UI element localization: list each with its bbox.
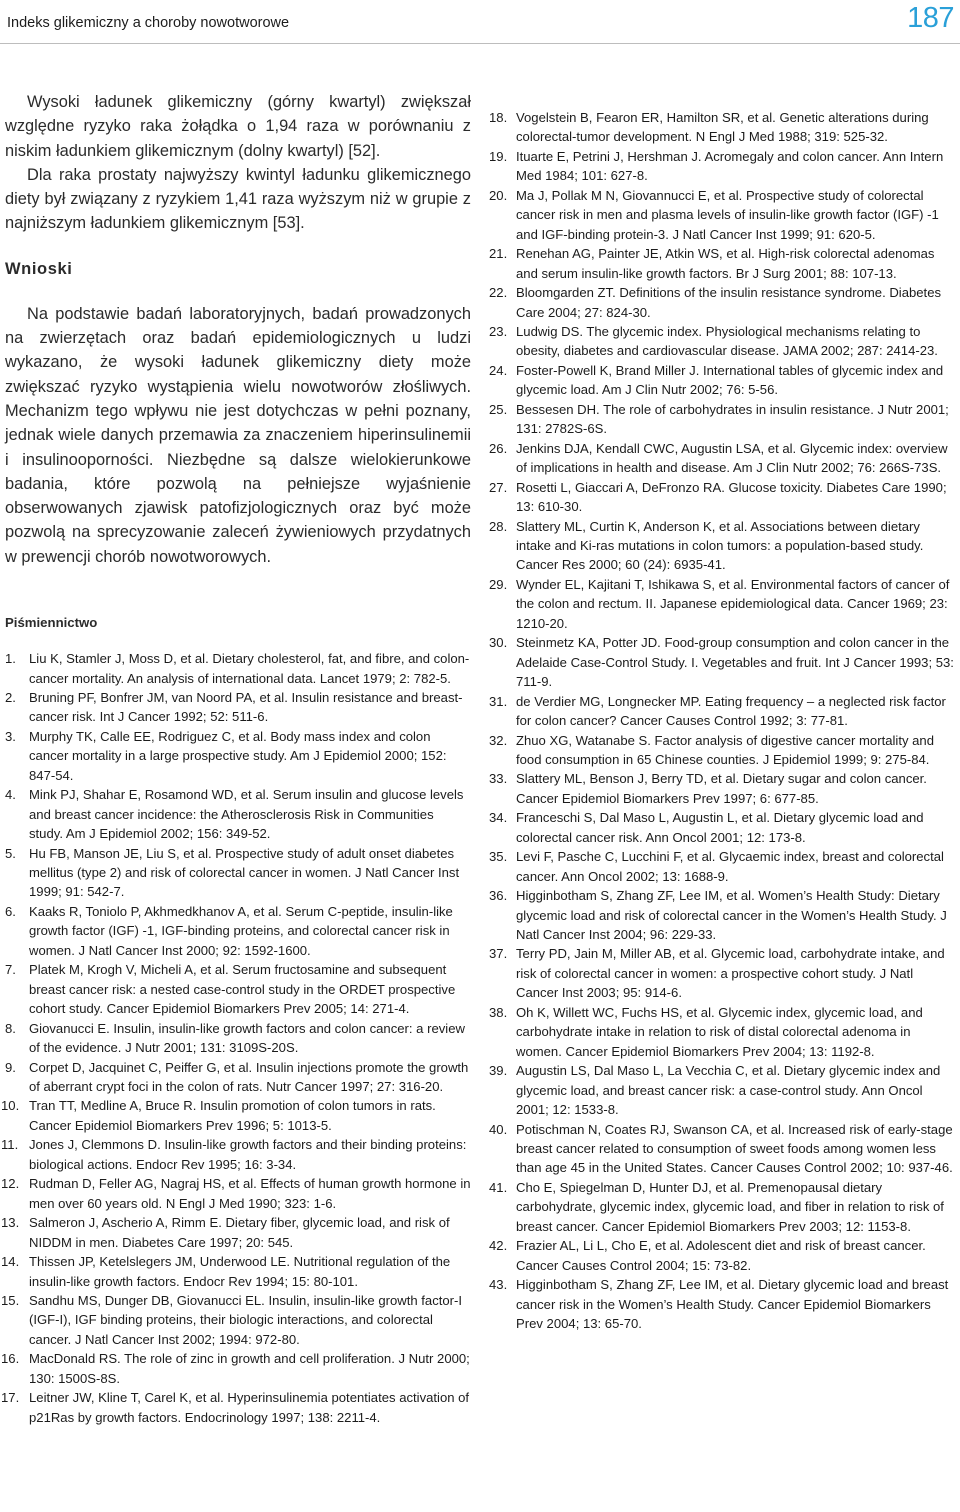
reference-item [489,944,954,1002]
reference-text: Bloomgarden ZT. Definitions of the insulin resistance syndrome. Diabetes Care 2004; 27: 824-30. [516,285,942,320]
reference-text: Bruning PF, Bonfrer JM, van Noord PA, et al. Insulin resistance and breast-cancer risk. Int J Cancer 1992; 52: 511-6. [29,689,463,725]
reference-item [489,1061,954,1119]
reference-text: Jones J, Clemmons D. Insulin-like growth factors and their binding proteins: biological actions. Endocr Rev 1995; 16: 3-34. [29,1137,467,1172]
reference-item [5,1058,471,1097]
reference-text: Ma J, Pollak M N, Giovannucci E, et al. Prospective study of colorectal cancer risk in men and plasma levels of insulin-like growth factor (IGF) -1 and IGF-binding protein-3. J Natl Cancer Inst 1999; 91: 620-5. [516,187,939,242]
reference-text: Steinmetz KA, Potter JD. Food-group consumption and colon cancer in the Adelaide Case-Control Study. I. Vegetables and fruit. Int J Cancer 1993; 53: 711-9. [516,635,954,690]
reference-item [5,688,471,727]
reference-item [1,1349,471,1388]
reference-text: Terry PD, Jain M, Miller AB, et al. Glycemic load, carbohydrate intake, and risk of colorectal cancer in women: a prospective cohort study. J Natl Cancer Inst 2003; 95: 914-6. [516,946,945,1001]
references-heading: Piśmiennictwo [5,615,98,631]
reference-item [489,439,954,478]
reference-text: Slattery ML, Curtin K, Anderson K, et al. Associations between dietary intake and Ki-ras mutations in colon tumors: a population-based study. Cancer Res 2000; 60 (24): 6935-41. [516,518,924,573]
reference-text: Rudman D, Feller AG, Nagraj HS, et al. Effects of human growth hormone in men over 60 years old. N Engl J Med 1990; 323: 1-6. [29,1176,471,1211]
reference-number: 9. [5,1059,16,1075]
reference-number: 18. [489,110,508,125]
reference-item [5,1019,471,1058]
reference-number: 5. [5,845,16,861]
reference-text: Corpet D, Jacquinet C, Peiffer G, et al. Insulin injections promote the growth of aberrant crypt foci in the colon of rats. Nutr Cancer 1997; 27: 316-20. [29,1059,469,1095]
reference-text: Franceschi S, Dal Maso L, Augustin L, et al. Dietary glycemic load and colorectal cancer risk. Ann Oncol 2001; 12: 173-8. [516,810,924,845]
reference-item [5,727,471,785]
reference-number: 36. [489,888,508,904]
reference-text: Vogelstein B, Fearon ER, Hamilton SR, et al. Genetic alterations during colorectal-tumor development. N Engl J Med 1988; 319: 525-32. [516,110,929,145]
reference-text: Tran TT, Medline A, Bruce R. Insulin promotion of colon tumors in rats. Cancer Epidemiol Biomarkers Prev 1996; 5: 1013-5. [29,1098,436,1133]
reference-item [489,692,954,731]
reference-number: 35. [489,849,508,865]
reference-number: 33. [489,771,508,787]
reference-number: 20. [489,187,508,203]
reference-number: 28. [489,518,508,534]
reference-number: 31. [489,693,508,709]
reference-number: 40. [489,1121,508,1137]
reference-number: 30. [489,635,508,651]
reference-text: Leitner JW, Kline T, Carel K, et al. Hyperinsulinemia potentiates activation of p21Ras by growth factors. Endocrinology 1997; 138: 2211-4. [29,1390,470,1425]
reference-item [1,1252,471,1291]
reference-number: 38. [489,1004,508,1020]
reference-item [5,960,471,1018]
reference-item [489,886,954,944]
reference-text: Ituarte E, Petrini J, Hershman J. Acromegaly and colon cancer. Ann Intern Med 1984; 101: 627-8. [516,148,944,184]
reference-number: 29. [489,576,508,592]
reference-item [489,633,954,691]
reference-text: Murphy TK, Calle EE, Rodriguez C, et al. Body mass index and colon cancer mortality in a large prospective study. Am J Epidemiol 2000; 152: 847-54. [29,728,447,783]
reference-text: Zhuo XG, Watanabe S. Factor analysis of digestive cancer mortality and food consumption in 65 Chinese counties. J Epidemiol 1999; 9: 275-84. [516,732,934,767]
reference-number: 37. [489,946,508,962]
reference-number: 42. [489,1238,508,1254]
reference-item [489,731,954,770]
reference-number: 3. [5,728,16,744]
reference-item [489,1275,954,1333]
page-number: 187 [907,2,954,34]
reference-number: 39. [489,1063,508,1079]
reference-number: 16. [1,1351,20,1367]
intro-paragraph-2: Dla raka prostaty najwyższy kwintyl ładunku glikemicznego diety był związany z ryzykiem 1,41 raza wyższym niż w grupie z najniższym ładunkiem glikemicznym [53]. [5,165,471,233]
section-heading-conclusions: Wnioski [5,259,73,278]
reference-number: 6. [5,903,16,919]
reference-number: 21. [489,246,508,262]
reference-number: 23. [489,323,508,339]
reference-text: Rosetti L, Giaccari A, DeFronzo RA. Glucose toxicity. Diabetes Care 1990; 13: 610-30. [516,479,947,515]
reference-number: 14. [1,1254,20,1270]
reference-item [489,847,954,886]
reference-item [489,186,954,244]
reference-text: Giovanucci E. Insulin, insulin-like growth factors and colon cancer: a review of the evidence. J Nutr 2001; 131: 3109S-20S. [29,1020,465,1056]
right-column [489,108,954,1334]
reference-item [1,1291,471,1349]
conclusions-paragraph: Na podstawie badań laboratoryjnych, badań prowadzonych na zwierzętach oraz badań epidemiologicznych u ludzi wykazano, że wysoki ładunek glikemiczny diety może zwiększać ryzyko wystąpienia wielu nowotworów złośliwych. Mechanizm tego wpływu nie jest dotychczas w pełni poznany, jednak wiele danych przemawia za znaczeniem hiperinsulinemii i insulinooporności. Niezbędne są dalsze wielokierunkowe badania, które pozwolą na pełniejsze wyjaśnienie obserwowanych zjawisk patofizjologicznych oraz być może pozwolą na sprecyzowanie zaleceń żywieniowych przydatnych w prewencji chorób nowotworowych. [5,304,471,566]
reference-text: MacDonald RS. The role of zinc in growth and cell proliferation. J Nutr 2000; 130: 1500S-8S. [29,1351,470,1386]
reference-item [5,844,471,902]
reference-item [489,244,954,283]
reference-item [489,322,954,361]
reference-text: Cho E, Spiegelman D, Hunter DJ, et al. Premenopausal dietary carbohydrate, glycemic index, glycemic load, and fiber in relation to risk of breast cancer. Cancer Epidemiol Biomarkers Prev 2003; 12: 1153-8. [516,1179,944,1234]
reference-number: 10. [1,1098,20,1114]
reference-item [489,575,954,633]
reference-item [1,1213,471,1252]
page-header [0,0,960,44]
reference-text: Kaaks R, Toniolo P, Akhmedkhanov A, et al. Serum C-peptide, insulin-like growth factor (IGF) -1, IGF-binding proteins, and colorectal cancer risk in women. J Natl Cancer Inst 2000; 92: 1592-1600. [29,903,453,958]
reference-item [1,1388,471,1427]
reference-item [489,517,954,575]
reference-text: Ludwig DS. The glycemic index. Physiological mechanisms relating to obesity, diabetes and cardiovascular disease. JAMA 2002; 287: 2414-23. [516,323,938,359]
reference-item [489,361,954,400]
running-title: Indeks glikemiczny a choroby nowotworowe [7,15,290,31]
reference-number: 19. [489,148,508,164]
reference-text: Oh K, Willett WC, Fuchs HS, et al. Glycemic index, glycemic load, and carbohydrate intake in relation to risk of distal colorectal adenoma in women. Cancer Epidemiol Biomarkers Prev 2004; 13: 1192-8. [516,1004,923,1059]
reference-text: Liu K, Stamler J, Moss D, et al. Dietary cholesterol, fat, and fibre, and colon-cancer mortality. An analysis of international data. Lancet 1979; 2: 782-5. [29,651,470,686]
reference-text: Augustin LS, Dal Maso L, La Vecchia C, et al. Dietary glycemic index and glycemic load, and breast cancer risk: a case-control study. Ann Oncol 2001; 12: 1533-8. [516,1063,941,1118]
header-rule [0,43,960,44]
reference-text: Thissen JP, Ketelslegers JM, Underwood LE. Nutritional regulation of the insulin-like growth factors. Endocr Rev 1994; 15: 80-101. [29,1254,451,1289]
reference-text: Foster-Powell K, Brand Miller J. International tables of glycemic index and glycemic load. Am J Clin Nutr 2002; 76: 5-56. [516,362,944,398]
reference-item [5,902,471,960]
reference-number: 8. [5,1020,16,1036]
reference-number: 32. [489,732,508,748]
reference-text: Hu FB, Manson JE, Liu S, et al. Prospective study of adult onset diabetes mellitus (type 2) and risk of colorectal cancer in women. J Natl Cancer Inst 1999; 91: 542-7. [29,845,460,900]
reference-list-left [1,649,471,1427]
reference-text: de Verdier MG, Longnecker MP. Eating frequency – a neglected risk factor for colon cancer? Cancer Causes Control 1992; 3: 77-81. [516,693,946,729]
reference-text: Frazier AL, Li L, Cho E, et al. Adolescent diet and risk of breast cancer. Cancer Causes Control 2004; 15: 73-82. [516,1238,926,1273]
reference-number: 41. [489,1179,508,1195]
reference-item [489,1236,954,1275]
left-column [1,90,471,1427]
reference-item [489,808,954,847]
reference-number: 7. [5,962,16,978]
reference-number: 4. [5,787,16,803]
reference-number: 25. [489,401,508,417]
reference-number: 13. [1,1215,20,1231]
reference-text: Jenkins DJA, Kendall CWC, Augustin LSA, et al. Glycemic index: overview of implications in health and disease. Am J Clin Nutr 2002; 76: 266S-73S. [516,440,948,476]
reference-text: Higginbotham S, Zhang ZF, Lee IM, et al. Women’s Health Study: Dietary glycemic load and risk of colorectal cancer in the Women’s Health Study. J Natl Cancer Inst 2004; 96: 229-33. [516,888,947,943]
reference-text: Salmeron J, Ascherio A, Rimm E. Dietary fiber, glycemic load, and risk of NIDDM in men. Diabetes Care 1997; 20: 545. [29,1215,450,1250]
reference-number: 43. [489,1277,508,1293]
reference-item [489,1178,954,1236]
reference-number: 27. [489,479,508,495]
reference-text: Slattery ML, Benson J, Berry TD, et al. Dietary sugar and colon cancer. Cancer Epidemiol Biomarkers Prev 1997; 6: 677-85. [516,771,927,806]
reference-number: 12. [1,1176,20,1192]
reference-item [5,785,471,843]
reference-item [489,147,954,186]
reference-item [5,649,471,688]
intro-paragraph-1: Wysoki ładunek glikemiczny (górny kwartyl) zwiększał względne ryzyko raka żołądka o 1,94 raza w porównaniu z niskim ładunkiem glikemicznym (dolny kwartyl) [52]. [5,93,471,160]
reference-text: Potischman N, Coates RJ, Swanson CA, et al. Increased risk of early-stage breast cancer related to consumption of sweet foods among women less than age 45 in the United States. Cancer Causes Control 2002; 10: 937-46. [516,1121,953,1176]
reference-list-right [489,108,954,1334]
reference-number: 17. [1,1390,20,1406]
reference-text: Higginbotham S, Zhang ZF, Lee IM, et al. Dietary glycemic load and breast cancer risk in the Women’s Health Study. Cancer Epidemiol Biomarkers Prev 2004; 13: 65-70. [516,1277,949,1332]
reference-number: 1. [5,651,16,667]
reference-text: Platek M, Krogh V, Micheli A, et al. Serum fructosamine and subsequent breast cancer risk: a nested case-control study in the ORDET prospective cohort study. Cancer Epidemiol Biomarkers Prev 2005; 14: 271-4. [29,962,456,1017]
reference-item [489,400,954,439]
reference-item [489,283,954,322]
reference-number: 15. [1,1293,20,1308]
reference-item [1,1135,471,1174]
reference-item [1,1174,471,1213]
reference-number: 22. [489,285,508,301]
reference-text: Wynder EL, Kajitani T, Ishikawa S, et al. Environmental factors of cancer of the colon and rectum. II. Japanese epidemiological data. Cancer 1969; 23: 1210-20. [516,576,950,631]
reference-item [489,769,954,808]
reference-number: 24. [489,362,508,378]
reference-item [489,1120,954,1178]
reference-number: 11. [1,1137,19,1153]
reference-text: Mink PJ, Shahar E, Rosamond WD, et al. Serum insulin and glucose levels and breast cancer incidence: the Atherosclerosis Risk in Communities study. Am J Epidemiol 2002; 156: 349-52. [29,787,464,842]
reference-item [1,1096,471,1135]
reference-text: Sandhu MS, Dunger DB, Giovanucci EL. Insulin, insulin-like growth factor-I (IGF-I), IGF binding proteins, their biologic interactions, and colorectal cancer. J Natl Cancer Inst 2002; 1994: 972-80. [29,1293,463,1347]
reference-text: Bessesen DH. The role of carbohydrates in insulin resistance. J Nutr 2001; 131: 2782S-6S. [516,401,949,437]
reference-item [489,478,954,517]
reference-number: 2. [5,689,16,705]
reference-item [489,1003,954,1061]
reference-text: Renehan AG, Painter JE, Atkin WS, et al. High-risk colorectal adenomas and serum insulin-like growth factors. Br J Surg 2001; 88: 107-13. [516,246,935,281]
reference-text: Levi F, Pasche C, Lucchini F, et al. Glycaemic index, breast and colorectal cancer. Ann Oncol 2002; 13: 1688-9. [516,849,944,884]
reference-number: 26. [489,440,508,456]
reference-item [489,108,954,147]
reference-number: 34. [489,810,508,826]
